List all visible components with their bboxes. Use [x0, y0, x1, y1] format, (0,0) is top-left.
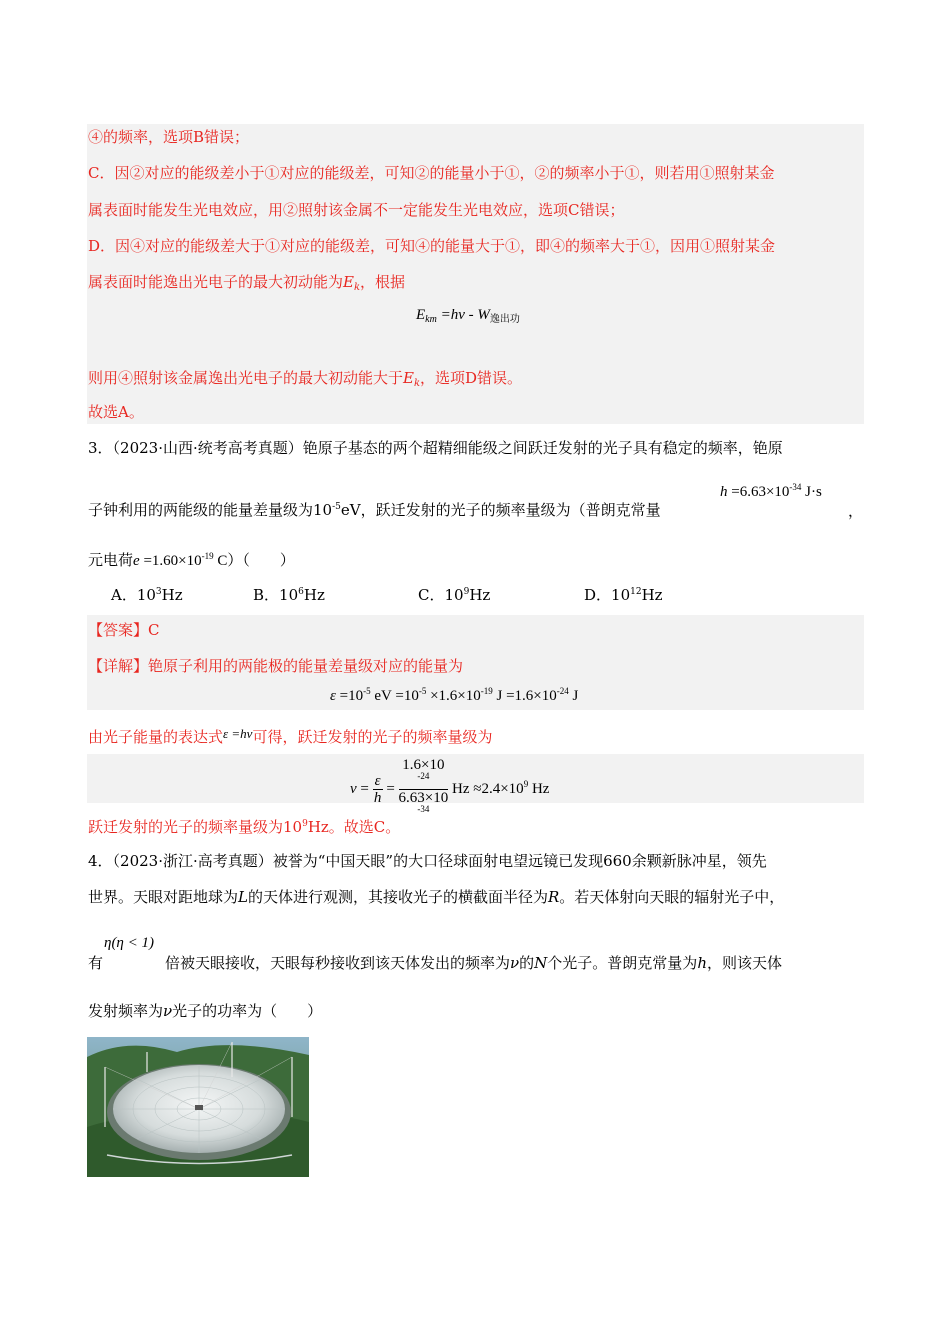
- solution-line: 则用④照射该金属逸出光电子的最大初动能大于$E_k$，选项D错误。: [88, 369, 523, 389]
- conclusion-line: 跃迁发射的光子的频率量级为$10^9Hz$。故选C。: [88, 818, 401, 836]
- question-4-stem: 世界。天眼对距地球为L的天体进行观测，其接收光子的横截面半径为R。若天体射向天眼的辐射光子中，: [88, 888, 785, 906]
- formula-photoelectric: $E_{km} =h\nu - W_{逸出功}$: [416, 307, 520, 325]
- question-4-stem: 发射频率为ν光子的功率为（ ）: [88, 1002, 323, 1020]
- fast-telescope-photo: [87, 1037, 309, 1177]
- question-3-stem: 子钟利用的两能级的能量差量级为$10^{-5}eV$，跃迁发射的光子的频率量级为（普朗克常量: [88, 501, 661, 519]
- question-4-stem: 4．（2023·浙江·高考真题）被誉为“中国天眼”的大口径球面射电望远镜已发现660余颗新脉冲星，领先: [88, 852, 767, 870]
- detail-line: 【详解】铯原子利用的两能极的能量差量级对应的能量为: [88, 657, 464, 675]
- option-b[interactable]: B．$10^6Hz$: [253, 586, 325, 604]
- solution-line: 故选A。: [88, 403, 144, 421]
- solution-line: D．因④对应的能级差大于①对应的能级差，可知④的能量大于①，即④的频率大于①，因用①照射某金: [88, 237, 776, 255]
- solution-line: 属表面时能逸出光电子的最大初动能为$E_k$，根据: [88, 273, 406, 293]
- energy-equation: $\varepsilon =10^{-5}$ eV $=10^{-5} \times 1.6\times 10^{-19}$ $J =1.6\times 10^{-24}$ J: [330, 686, 579, 704]
- eta-expression: η(η < 1): [104, 935, 154, 951]
- solution-line: ④的频率，选项B错误；: [88, 128, 250, 146]
- frequency-equation: ν = $\frac{\varepsilon}{h}$ = 1.6×10 $^{-24}$ 6.63×10 $^{-34}$ $Hz \approx 2.4\times 10^9$ Hz: [350, 757, 550, 814]
- option-a[interactable]: A．$10^3Hz$: [111, 586, 183, 604]
- solution-line: 属表面时能发生光电效应，用②照射该金属不一定能发生光电效应，选项C错误；: [88, 201, 625, 219]
- option-d[interactable]: D．$10^{12}Hz$: [584, 586, 663, 604]
- comma: ，: [848, 504, 864, 520]
- solution-line: C．因②对应的能级差小于①对应的能级差，可知②的能量小于①，②的频率小于①，则若用①照射某金: [88, 164, 775, 182]
- question-4-stem: 有 倍被天眼接收，天眼每秒接收到该天体发出的频率为ν的N个光子。普朗克常量为h，则该天体: [88, 954, 782, 972]
- question-3-stem: 3．（2023·山西·统考高考真题）铯原子基态的两个超精细能级之间跃迁发射的光子具有稳定的频率，铯原: [88, 439, 783, 457]
- answer-label: 【答案】C: [88, 621, 160, 639]
- option-c[interactable]: C．$10^9Hz$: [418, 586, 491, 604]
- question-3-stem: 元电荷$e =1.60\times 10^{-19}$ C）（ ）: [88, 551, 295, 569]
- detail-line: 由光子能量的表达式ε =hν可得，跃迁发射的光子的频率量级为: [88, 726, 493, 746]
- planck-constant: $h =6.63\times 10^{-34}$ J·s: [720, 482, 822, 500]
